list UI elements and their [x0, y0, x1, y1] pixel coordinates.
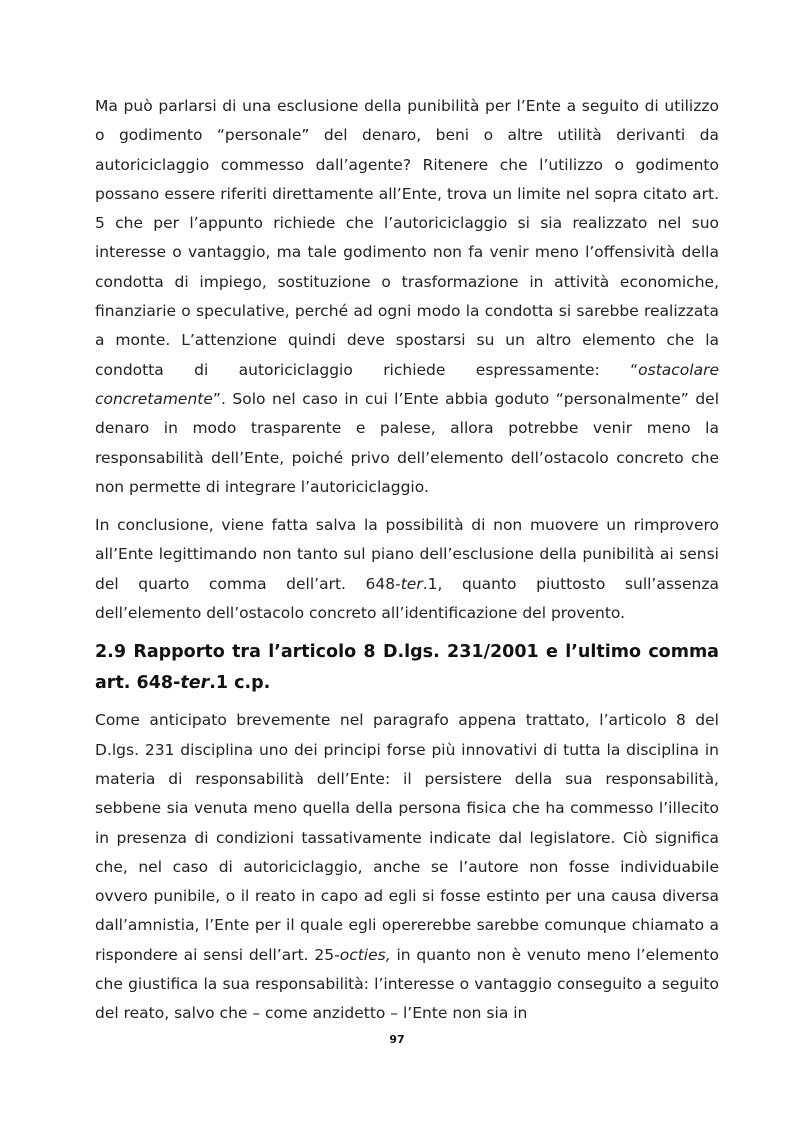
italic-term: octies,	[339, 945, 391, 964]
paragraph-articolo-8	[95, 706, 719, 1028]
section-heading	[95, 637, 719, 699]
heading-text: .1 c.p.	[209, 673, 271, 694]
paragraph-text: in quanto non è venuto meno l’elemento che giustifica la sua responsabilità: l’interesse o vantaggio conseguito a seguito del reato, salvo che – come anzidetto – l’Ente non sia in	[95, 945, 719, 1023]
paragraph-text: In conclusione, viene fatta salva la possibilità di non muovere un rimprovero all’Ente legittimando non tanto sul piano dell’esclusione della punibilità ai sensi del quarto comma dell’art. 648-	[95, 516, 719, 593]
paragraph-punibilita	[95, 92, 719, 502]
page-number: 97	[389, 1033, 405, 1046]
paragraph-text: .1, quanto piuttosto sull’assenza dell’elemento dell’ostacolo concreto all’identificazione del provento.	[95, 574, 720, 623]
paragraph-text: ”. Solo nel caso in cui l’Ente abbia goduto “personalmente” del denaro in modo trasparente e palese, allora potrebbe venir meno la responsabilità dell’Ente, poiché privo dell’elemento dell’ostacolo concreto che non permette di integrare l’autoriciclaggio.	[95, 389, 719, 496]
paragraph-text: Ma può parlarsi di una esclusione della punibilità per l’Ente a seguito di utilizzo o godimento “personale” del denaro, beni o altre utilità derivanti da autoriciclaggio commesso dall’agente? Ritenere che l’utilizzo o godimento possano essere riferiti direttamente all’Ente, trova un limite nel sopra citato art. 5 che per l’appunto richiede che l’autoriciclaggio si sia realizzato nel suo interesse o vantaggio, ma tale godimento non fa venir meno l’offensività della condotta di impiego, sostituzione o trasformazione in attività economiche, finanziarie o speculative, perché ad ogni modo la condotta si sarebbe realizzata a monte. L’attenzione quindi deve spostarsi su un altro elemento che la condotta di autoriciclaggio richiede espressamente: “	[95, 97, 719, 379]
italic-quote: ostacolare concretamente	[95, 360, 719, 408]
heading-text: 2.9 Rapporto tra l’articolo 8 D.lgs. 231/2001 e l’ultimo comma art. 648-	[95, 642, 719, 694]
heading-italic-term: ter	[180, 673, 210, 694]
paragraph-conclusione	[95, 511, 719, 628]
paragraph-text: Come anticipato brevemente nel paragrafo appena trattato, l’articolo 8 del D.lgs. 231 disciplina uno dei principi forse più innovativi di tutta la disciplina in materia di responsabilità dell’Ente: il persistere della sua responsabilità, sebbene sia venuta meno quella della persona fisica che ha commesso l’illecito in presenza di condizioni tassativamente indicate dal legislatore. Ciò significa che, nel caso di autoriciclaggio, anche se l’autore non fosse individuabile ovvero punibile, o il reato in capo ad egli si fosse estinto per una causa diversa dall’amnistia, l’Ente per il quale egli opererebbe sarebbe comunque chiamato a rispondere ai sensi dell’art. 25-	[95, 711, 719, 964]
italic-term: ter	[400, 574, 423, 593]
page-body	[95, 92, 719, 1038]
